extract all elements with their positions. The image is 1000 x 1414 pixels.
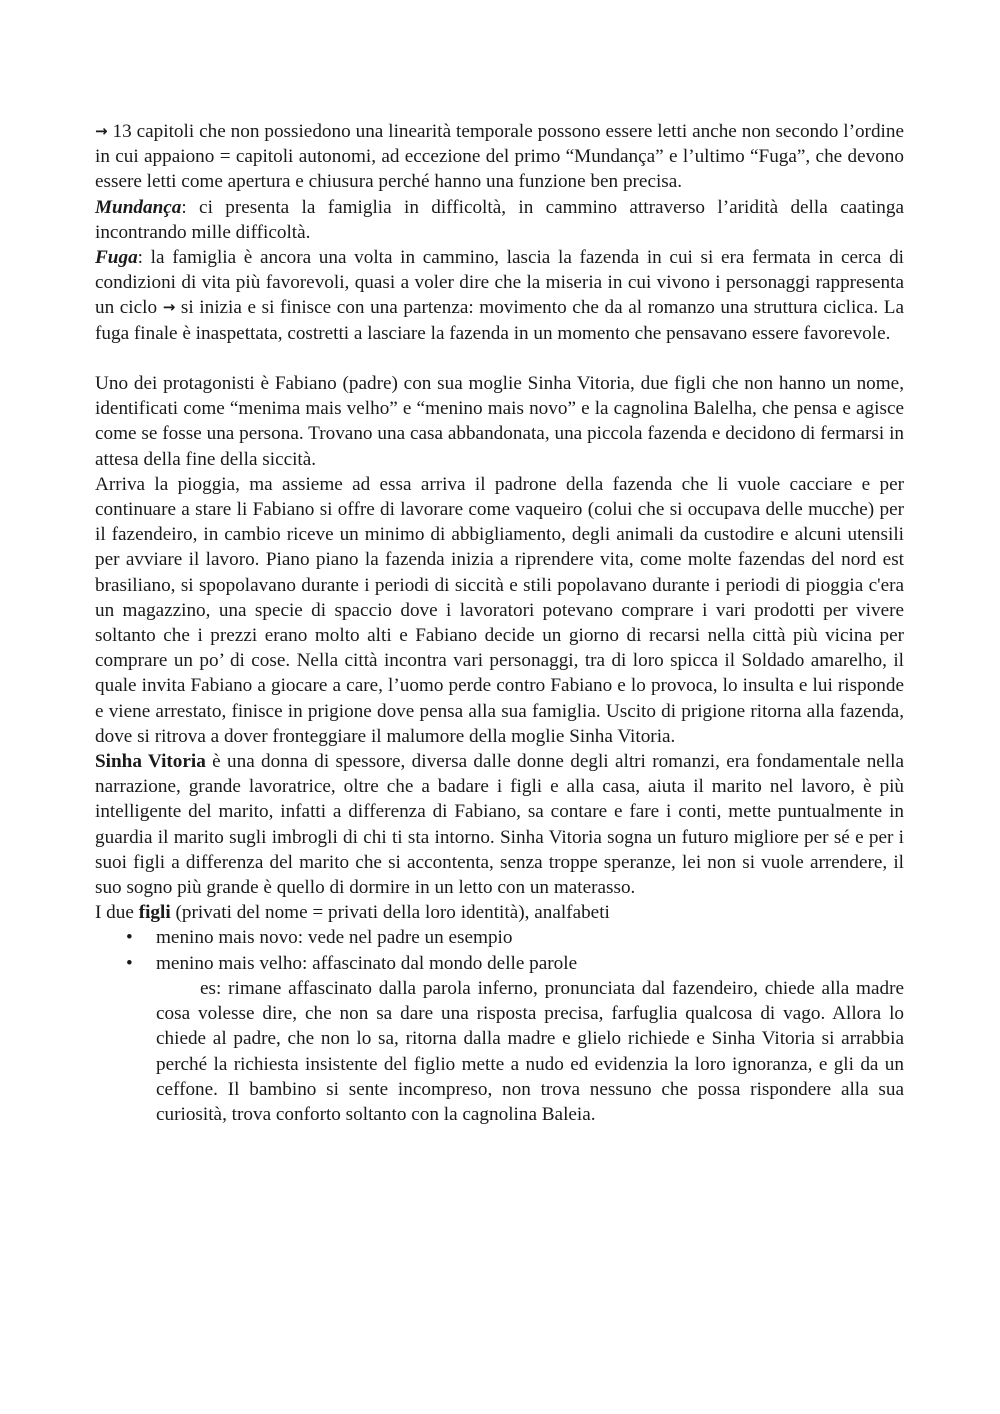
protagonists-paragraph: Uno dei protagonisti è Fabiano (padre) con sua moglie Sinha Vitoria, due figli che non hanno un nome, identificati come “menima mais velho” e “menino mais novo” e la cagnolina Balelha, che pensa e agisce come se fosse una persona. Trovano una casa abbandonata, una piccola fazenda e decidono di fermarsi in attesa della fine della siccità. <box>95 373 904 470</box>
fuga-text-before-arrow: : la famiglia è ancora una volta in cammino, lascia la fazenda in cui si era fermata in cerca di condizioni di vita più favorevoli, quasi a voler dire che la miseria in cui vivono i personaggi rappresenta un ciclo <box>95 247 904 319</box>
sinha-vitoria-term: Sinha Vitoria <box>95 751 206 773</box>
right-arrow-icon: → <box>95 122 108 140</box>
sinha-vitoria-text: è una donna di spessore, diversa dalle donne degli altri romanzi, era fondamentale nella narrazione, grande lavoratrice, oltre che a badare i figli e alla casa, aiuta il marito nel lavoro, è più intelligente del marito, infatti a differenza di Fabiano, sa contare e fare i conti, mette puntualmente in guardia il marito sugli imbrogli di chi ti sta intorno. Sinha Vitoria sogna un futuro migliore per sé e per i suoi figli a differenza del marito che si accontenta, senza troppe speranze, lei non si vuole arrendere, il suo sogno più grande è quello di dormire in un letto con un materasso. <box>95 751 904 899</box>
list-item <box>95 925 904 950</box>
figli-after: (privati del nome = privati della loro identità), analfabeti <box>170 902 610 924</box>
list-item <box>95 951 904 976</box>
intro-paragraph <box>95 119 904 195</box>
figli-before: I due <box>95 902 139 924</box>
list-item-text: menino mais novo: vede nel padre un esempio <box>156 927 513 949</box>
right-arrow-icon: → <box>162 298 176 317</box>
mundanca-text: : ci presenta la famiglia in difficoltà, in cammino attraverso l’aridità della caatinga incontrando mille difficoltà. <box>95 196 904 243</box>
fuga-text-after-arrow: si inizia e si finisce con una partenza: movimento che da al romanzo una struttura ciclica. La fuga finale è inaspettata, costretti a lasciare la fazenda in un momento che pensavano essere favorevole. <box>95 297 904 344</box>
plot-paragraph: Arriva la pioggia, ma assieme ad essa arriva il padrone della fazenda che li vuole cacciare e per continuare a stare li Fabiano si offre di lavorare come vaqueiro (colui che si occupava delle mucche) per il fazendeiro, in cambio riceve un minimo di abbigliamento, degli animali da custodire e alcuni utensili per avviare il lavoro. Piano piano la fazenda inizia a riprendere vita, come molte fazendas del nord est brasiliano, si spopolavano durante i periodi di siccità e stili popolavano durante i periodi di pioggia c'era un magazzino, una specie di spaccio dove i lavoratori potevano comprare i vari prodotti per vivere soltanto che i prezzi erano molto alti e Fabiano decide un giorno di recarsi nella città più vicina per comprare un po’ di cose. Nella città incontra vari personaggi, tra di loro spicca il Soldado amarelho, il quale invita Fabiano a giocare a care, l’uomo perde contro Fabiano e lo provoca, lo insulta e lui risponde e viene arrestato, finisce in prigione dove pensa alla sua famiglia. Uscito di prigione ritorna alla fazenda, dove si ritrova a dover fronteggiare il malumore della moglie Sinha Vitoria. <box>95 473 904 747</box>
fuga-paragraph <box>95 245 904 346</box>
sinha-vitoria-paragraph <box>95 749 904 900</box>
paragraph-spacer <box>95 346 904 371</box>
figli-term: figli <box>138 902 171 924</box>
intro-text: 13 capitoli che non possiedono una linearità temporale possono essere letti anche non secondo l’ordine in cui appaiono = capitoli autonomi, ad eccezione del primo “Mundança” e l’ultimo “Fuga”, che devono essere letti come apertura e chiusura perché hanno una funzione ben precisa. <box>95 121 904 193</box>
mundanca-paragraph <box>95 195 904 245</box>
example-paragraph: es: rimane affascinato dalla parola inferno, pronunciata dal fazendeiro, chiede alla madre cosa volesse dire, che non sa dare una risposta precisa, farfuglia qualcosa di vago. Allora lo chiede al padre, che non lo sa, ritorna dalla madre e glielo richiede e Sinha Vitoria si arrabbia perché la richiesta insistente del figlio mette a nudo ed evidenzia la loro ignoranza, e gli da un ceffone. Il bambino si sente incompreso, non trova nessuno che possa rispondere alla sua curiosità, trova conforto soltanto con la cagnolina Baleia. <box>156 977 904 1125</box>
figli-list <box>95 925 904 975</box>
bullet-icon: • <box>126 927 133 949</box>
fuga-term: Fuga <box>95 247 138 269</box>
bullet-icon: • <box>126 952 133 974</box>
figli-paragraph <box>95 900 904 925</box>
document-page <box>95 119 904 1127</box>
mundanca-term: Mundança <box>95 196 182 218</box>
list-item-text: menino mais velho: affascinato dal mondo delle parole <box>156 952 578 974</box>
